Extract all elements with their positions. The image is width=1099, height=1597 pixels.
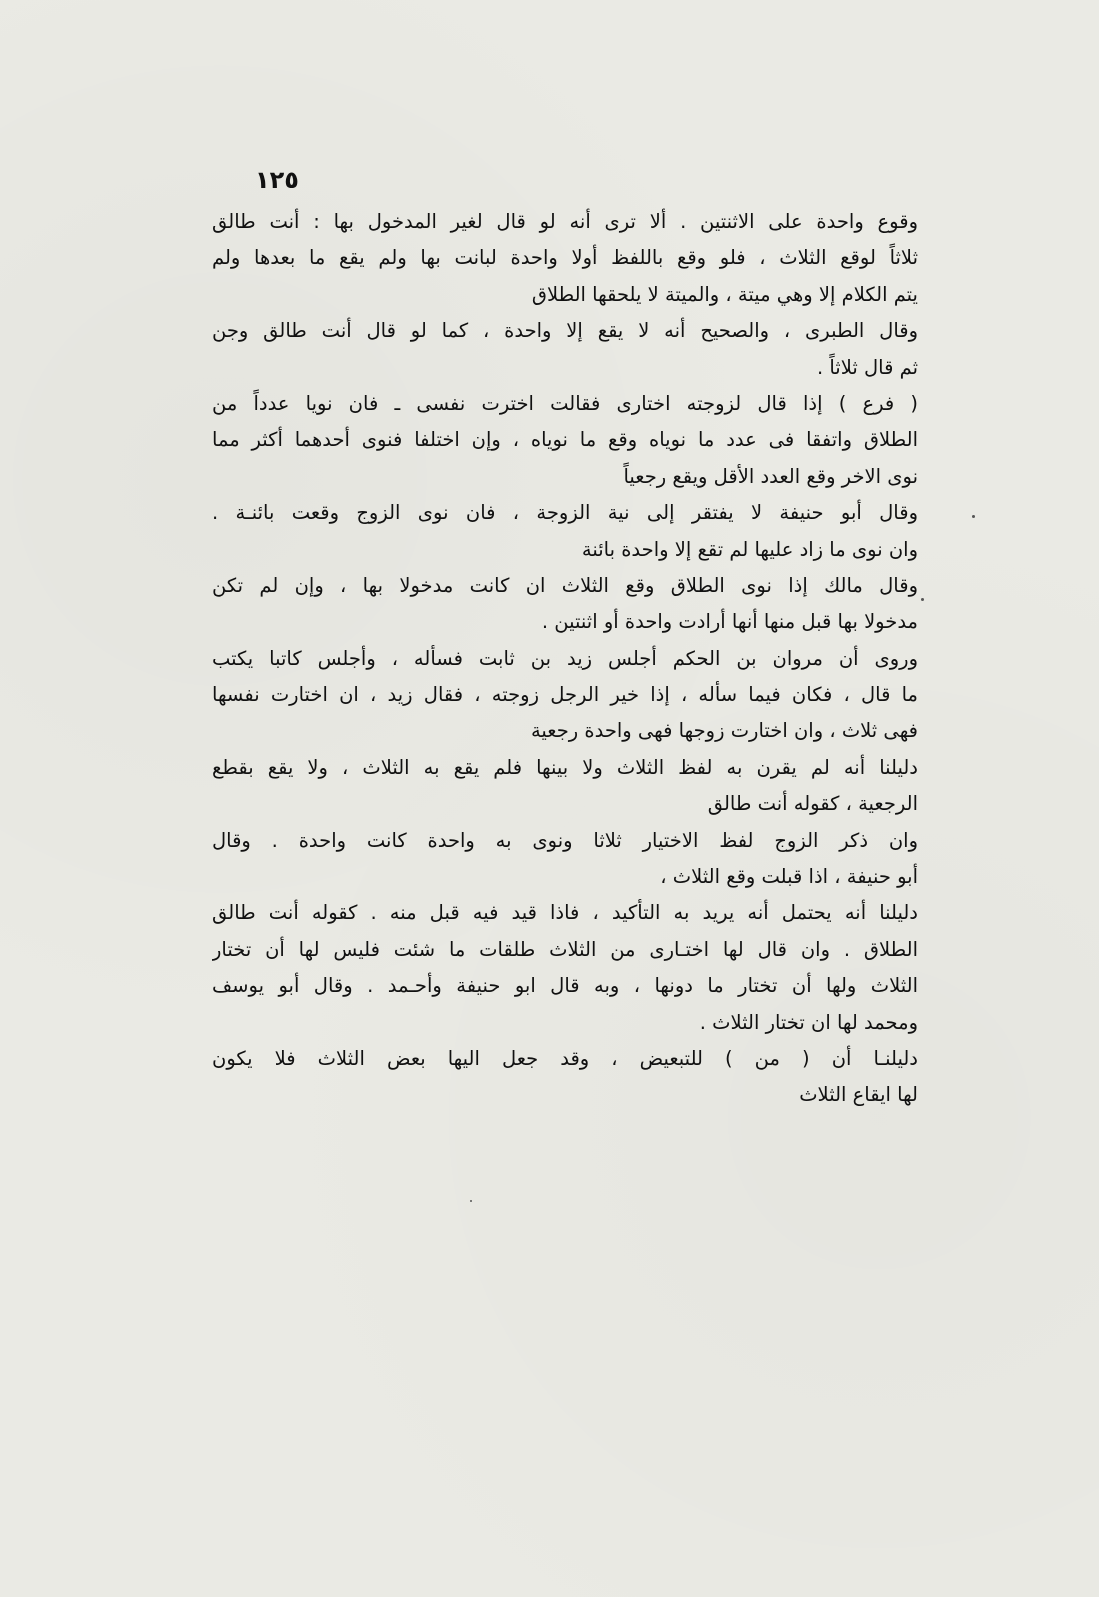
- text-line: أبو حنيفة ، اذا قبلت وقع الثلاث ،: [660, 865, 918, 889]
- text-line: مدخولا بها قبل منها أنها أرادت واحدة أو اثنتين .: [541, 610, 918, 634]
- text-line: ومحمد لها ان تختار الثلاث .: [699, 1010, 918, 1034]
- text-line: يتم الكلام إلا وهي ميتة ، والميتة لا يلحقها الطلاق: [531, 282, 918, 306]
- text-line: وقال أبو حنيفة لا يفتقر إلى نية الزوجة ، فان نوى الزوج وقعت بائنـة .: [212, 501, 918, 525]
- text-line: وقوع واحدة على الاثنتين . ألا ترى أنه لو قال لغير المدخول بها : أنت طالق: [212, 210, 918, 233]
- text-line: فهى ثلاث ، وان اختارت زوجها فهى واحدة رجعية: [530, 719, 918, 743]
- text-line: ثلاثاً لوقع الثلاث ، فلو وقع باللفظ أولا واحدة لبانت بها ولم يقع ما بعدها ولم: [212, 246, 918, 270]
- body-text: [212, 204, 918, 1114]
- text-line: ما قال ، فكان فيما سأله ، إذا خير الرجل زوجته ، فقال زيد ، ان اختارت نفسها: [212, 683, 918, 707]
- scan-speck: [470, 1200, 472, 1202]
- text-line: الثلاث ولها أن تختار ما دونها ، وبه قال ابو حنيفة وأحـمد . وقال أبو يوسف: [212, 974, 918, 998]
- text-line: دليلنـا أن ( من ) للتبعيض ، وقد جعل اليها بعض الثلاث فلا يكون: [212, 1046, 918, 1070]
- text-line: نوى الاخر وقع العدد الأقل ويقع رجعياً: [623, 464, 918, 488]
- text-line: ثم قال ثلاثاً .: [816, 355, 918, 379]
- text-line: دليلنا أنه يحتمل أنه يريد به التأكيد ، فاذا قيد فيه قبل منه . كقوله أنت طالق: [212, 901, 918, 925]
- scan-speck: [972, 515, 975, 518]
- text-line: وقال الطبرى ، والصحيح أنه لا يقع إلا واحدة ، كما لو قال أنت طالق وجن: [212, 319, 918, 343]
- scan-speck: [921, 598, 924, 601]
- text-line: وروى أن مروان بن الحكم أجلس زيد بن ثابت فسأله ، وأجلس كاتبا يكتب: [212, 646, 918, 670]
- text-line: الرجعية ، كقوله أنت طالق: [707, 792, 918, 816]
- text-line: وان ذكر الزوج لفظ الاختيار ثلاثا ونوى به واحدة كانت واحدة . وقال: [212, 828, 918, 852]
- text-line: الطلاق . وان قال لها اختـارى من الثلاث طلقات ما شئت فليس لها أن تختار: [212, 937, 918, 961]
- page-number: ١٢٥: [255, 166, 299, 194]
- text-line: ( فرع ) إذا قال لزوجته اختارى فقالت اخترت نفسى ـ فان نويا عدداً من: [212, 391, 918, 415]
- text-line: الطلاق واتفقا فى عدد ما نوياه وقع ما نوياه ، وإن اختلفا فنوى أحدهما أكثر مما: [212, 428, 918, 452]
- text-line: وقال مالك إذا نوى الطلاق وقع الثلاث ان كانت مدخولا بها ، وإن لم تكن: [212, 573, 918, 597]
- text-line: دليلنا أنه لم يقرن به لفظ الثلاث ولا بينها فلم يقع به الثلاث ، ولا يقع بقطع: [212, 755, 918, 779]
- text-line: لها ايقاع الثلاث: [799, 1083, 918, 1107]
- text-line: وان نوى ما زاد عليها لم تقع إلا واحدة بائنة: [581, 537, 918, 561]
